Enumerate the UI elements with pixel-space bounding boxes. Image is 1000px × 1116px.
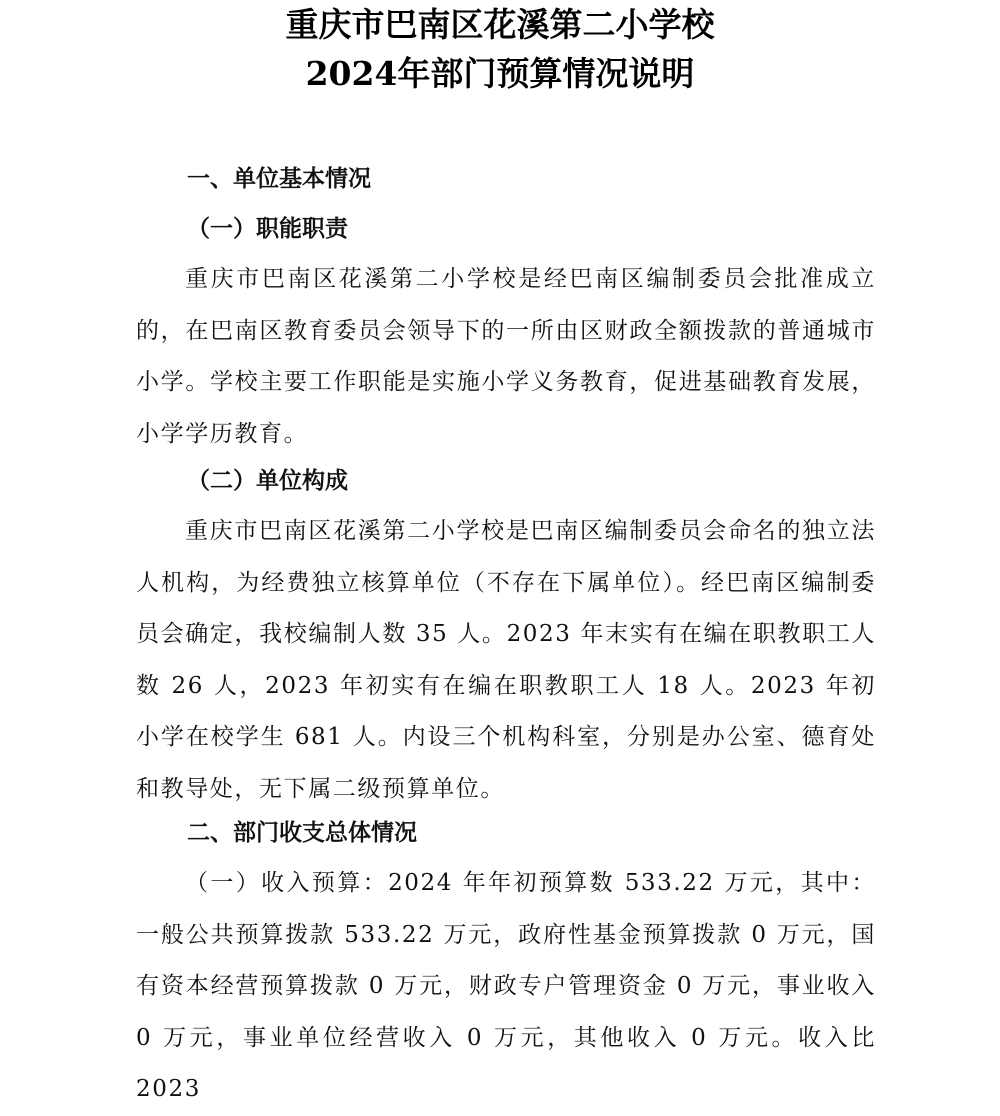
paragraph-composition: 重庆市巴南区花溪第二小学校是巴南区编制委员会命名的独立法人机构，为经费独立核算单位（不存在下属单位）。经巴南区编制委员会确定，我校编制人数 35 人。2023 年末实有在编在职教职工人数 26 人，2023 年初实有在编在职教职工人 18 人。2023 年初小学在校学生 681 人。内设三个机构科室，分别是办公室、德育处和教导处，无下属二级预算单位。 (136, 518, 876, 802)
document-subtitle: 2024年部门预算情况说明 (305, 54, 695, 93)
paragraph-functions: 重庆市巴南区花溪第二小学校是经巴南区编制委员会批准成立的，在巴南区教育委员会领导下的一所由区财政全额拨款的普通城市小学。学校主要工作职能是实施小学义务教育，促进基础教育发展，小学学历教育。 (136, 266, 876, 447)
paragraph-income-budget: （一）收入预算：2024 年年初预算数 533.22 万元，其中：一般公共预算拨款 533.22 万元，政府性基金预算拨款 0 万元，国有资本经营预算拨款 0 万元，财政专户管理资金 0 万元，事业收入 0 万元，事业单位经营收入 0 万元，其他收入 0 万元。收入比 2023 (136, 870, 876, 1102)
section-heading-budget-overview: 二、部门收支总体情况 (187, 820, 417, 846)
subsection-heading-composition: （二）单位构成 (187, 467, 348, 494)
subsection-heading-functions: （一）职能职责 (187, 215, 348, 242)
section-heading-basic-info: 一、单位基本情况 (187, 166, 371, 192)
document-title: 重庆市巴南区花溪第二小学校 (285, 5, 715, 44)
